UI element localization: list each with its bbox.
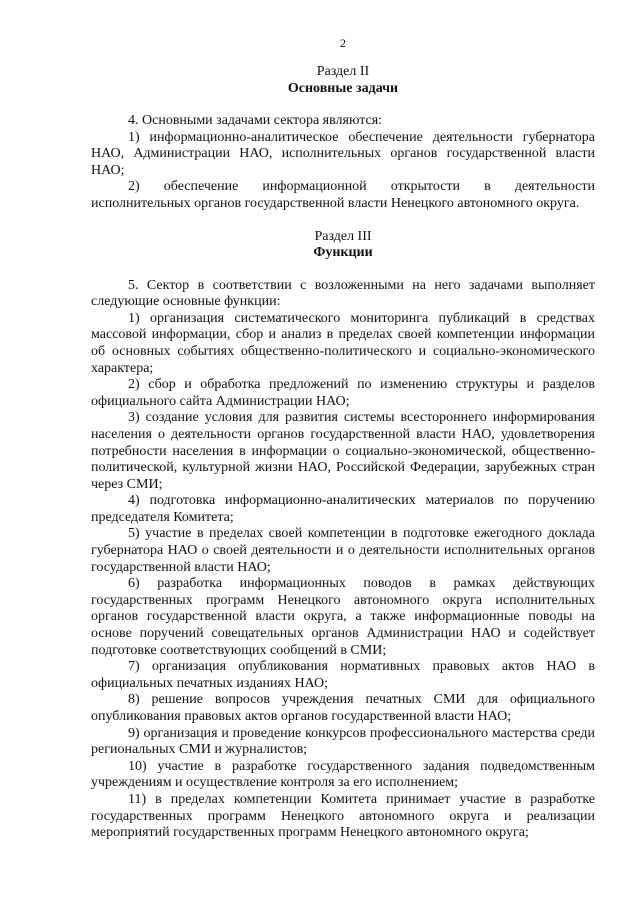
paragraph: 5. Сектор в соответствии с возложенными на него задачами выполняет следующие основные функции: [91,277,595,310]
paragraph: 5) участие в пределах своей компетенции в подготовке ежегодного доклада губернатора НАО о своей деятельности и о деятельности исполнительных органов государственной власти НАО; [91,526,595,575]
paragraph: 1) информационно-аналитическое обеспечение деятельности губернатора НАО, Администрации НАО, исполнительных органов государственной власти НАО; [91,129,595,178]
paragraph: 1) организация систематического мониторинга публикаций в средствах массовой информации, сбор и анализ в пределах своей компетенции информации об основных событиях общественно-политического и социально-экономического характера; [91,310,595,376]
paragraph: 11) в пределах компетенции Комитета принимает участие в разработке государственных программ Ненецкого автономного округа и реализации мероприятий государственных программ Ненецкого автономного округа; [91,791,595,841]
paragraph: 4) подготовка информационно-аналитических материалов по поручению председателя Комитета; [91,493,595,525]
paragraph: 2) сбор и обработка предложений по изменению структуры и разделов официального сайта Администрации НАО; [91,377,595,409]
section-2-title: Основные задачи [287,80,399,96]
section-3-heading: Раздел III [314,228,372,244]
paragraph: 10) участие в разработке государственного задания подведомственным учреждениям и осуществление контроля за его исполнением; [91,758,595,791]
paragraph: 6) разработка информационных поводов в рамках действующих государственных программ Ненецкого автономного округа исполнительных органов государственной власти округа, а также информационные поводы на основе поручений совещательных органов Администрации НАО и содействует подготовке соответствующих сообщений в СМИ; [91,576,595,658]
section-2-body [91,113,595,213]
section-3-title: Функции [313,245,373,261]
page-number: 2 [340,36,346,50]
paragraph: 7) организация опубликования нормативных правовых актов НАО в официальных печатных изданиях НАО; [91,659,595,691]
section-2-heading: Раздел II [316,64,370,79]
paragraph: 2) обеспечение информационной открытости в деятельности исполнительных органов государственной власти Ненецкого автономного округа. [91,179,595,211]
paragraph: 3) создание условия для развития системы всестороннего информирования населения о деятельности органов государственной власти НАО, удовлетворения потребности населения в информации о социально-экономической, общественно-политической, культурной жизни НАО, Российской Федерации, зарубежных стран через СМИ; [91,410,595,492]
section-3-body [91,278,595,842]
paragraph: 8) решение вопросов учреждения печатных СМИ для официального опубликования правовых актов органов государственной власти НАО; [91,692,595,724]
section-gap [91,213,595,229]
paragraph: 4. Основными задачами сектора являются: [128,113,383,128]
paragraph: 9) организация и проведение конкурсов профессионального мастерства среди региональных СМИ и журналистов; [91,725,595,758]
